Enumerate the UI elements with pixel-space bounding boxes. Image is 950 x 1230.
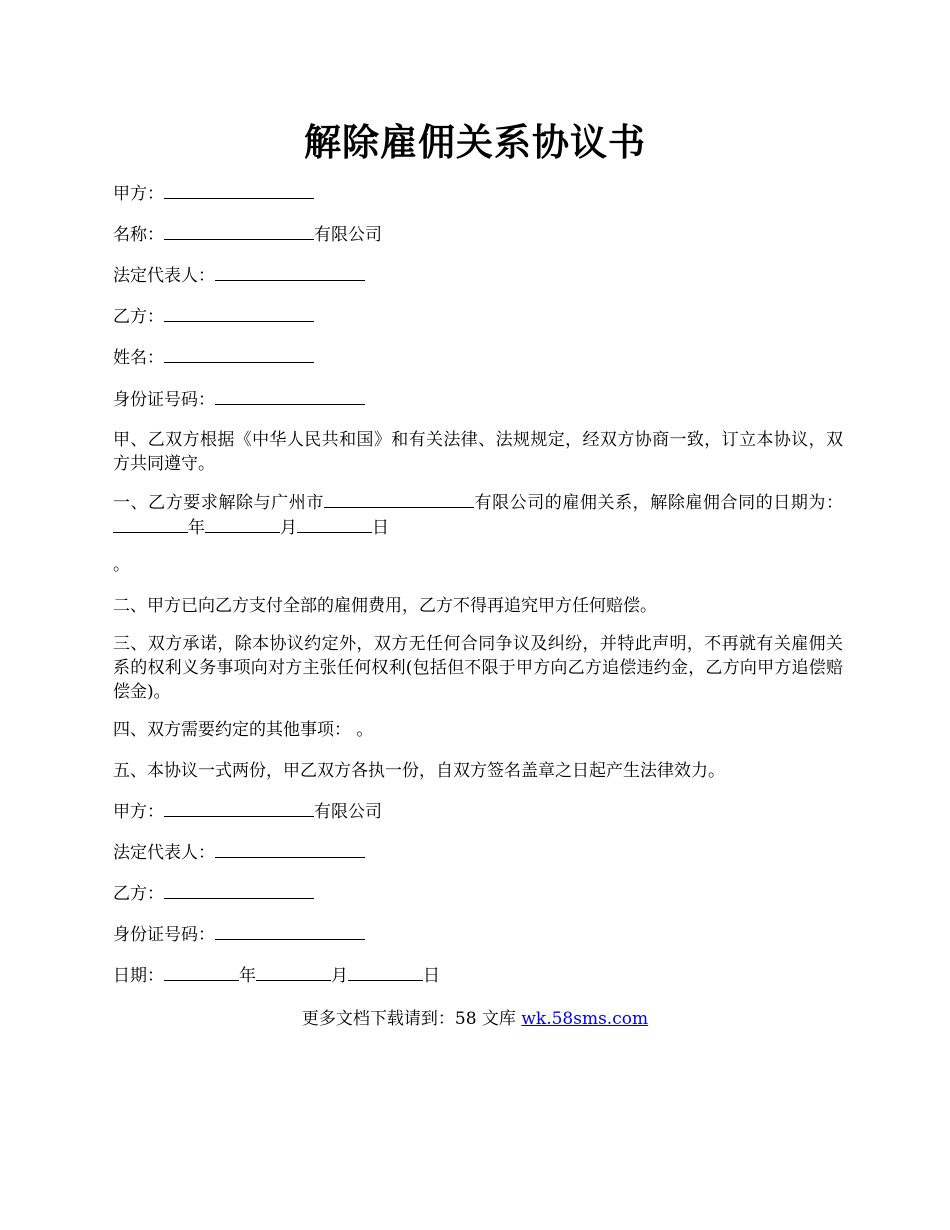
company-name-label: 名称： (113, 225, 164, 245)
signature-party-b-blank[interactable] (164, 881, 314, 899)
clause-1-year-blank[interactable] (113, 515, 188, 533)
signature-legal-rep-label: 法定代表人： (113, 843, 215, 863)
signature-year-label: 年 (239, 966, 256, 986)
company-name-suffix: 有限公司 (314, 225, 382, 245)
signature-legal-rep (113, 840, 843, 865)
party-a-label: 甲方： (113, 184, 164, 204)
signature-month-blank[interactable] (256, 963, 331, 981)
signature-party-a-suffix: 有限公司 (314, 802, 382, 822)
clause-4: 四、双方需要约定的其他事项： 。 (113, 720, 374, 740)
signature-date (113, 963, 843, 988)
footer (0, 1004, 950, 1029)
party-b-field (113, 304, 843, 329)
signature-id-number (113, 922, 843, 947)
signature-party-a (113, 799, 843, 824)
clause-5: 五、本协议一式两份，甲乙双方各执一份，自双方签名盖章之日起产生法律效力。 (113, 761, 725, 781)
signature-party-a-blank[interactable] (164, 799, 314, 817)
signature-day-label: 日 (423, 966, 440, 986)
clause-1-month-label: 月 (280, 518, 297, 538)
footer-link[interactable]: wk.58sms.com (521, 1009, 649, 1029)
signature-day-blank[interactable] (348, 963, 423, 981)
signature-party-b-label: 乙方： (113, 884, 164, 904)
company-name-blank[interactable] (164, 222, 314, 240)
company-name-field (113, 222, 843, 247)
signature-id-blank[interactable] (215, 922, 365, 940)
clause-1-tail: 。 (113, 555, 130, 575)
id-number-field (113, 387, 843, 412)
party-a-blank[interactable] (164, 181, 314, 199)
clause-1-year-label: 年 (188, 518, 205, 538)
footer-text: 更多文档下载请到：58 文库 (301, 1009, 522, 1029)
signature-legal-rep-blank[interactable] (215, 840, 365, 858)
signature-party-b (113, 881, 843, 906)
legal-rep-label: 法定代表人： (113, 266, 215, 286)
legal-rep-blank[interactable] (215, 263, 365, 281)
clause-1-prefix: 一、乙方要求解除与广州市 (113, 493, 324, 513)
legal-rep-field (113, 263, 843, 288)
person-name-label: 姓名： (113, 348, 164, 368)
signature-month-label: 月 (331, 966, 348, 986)
id-number-blank[interactable] (215, 387, 365, 405)
id-number-label: 身份证号码： (113, 390, 215, 410)
clause-1-day-blank[interactable] (297, 515, 372, 533)
signature-year-blank[interactable] (164, 963, 239, 981)
clause-1 (113, 490, 843, 540)
person-name-field (113, 345, 843, 370)
clause-1-day-label: 日 (372, 518, 389, 538)
party-b-label: 乙方： (113, 307, 164, 327)
signature-id-label: 身份证号码： (113, 925, 215, 945)
signature-date-label: 日期： (113, 966, 164, 986)
clause-1-company-blank[interactable] (324, 490, 474, 508)
signature-party-a-label: 甲方： (113, 802, 164, 822)
clause-2: 二、甲方已向乙方支付全部的雇佣费用，乙方不得再追究甲方任何赔偿。 (113, 596, 657, 616)
document-title: 解除雇佣关系协议书 (304, 120, 646, 164)
party-b-blank[interactable] (164, 304, 314, 322)
intro-paragraph: 甲、乙双方根据《中华人民共和国》和有关法律、法规规定，经双方协商一致，订立本协议，双方共同遵守。 (113, 430, 843, 474)
clause-1-month-blank[interactable] (205, 515, 280, 533)
party-a-field (113, 181, 843, 206)
clause-1-middle: 有限公司的雇佣关系，解除雇佣合同的日期为： (473, 493, 844, 513)
clause-3: 三、双方承诺，除本协议约定外，双方无任何合同争议及纠纷，并特此声明，不再就有关雇佣关系的权利义务事项向对方主张任何权利(包括但不限于甲方向乙方追偿违约金，乙方向甲方追偿赔偿金)。 (113, 634, 843, 702)
person-name-blank[interactable] (164, 345, 314, 363)
